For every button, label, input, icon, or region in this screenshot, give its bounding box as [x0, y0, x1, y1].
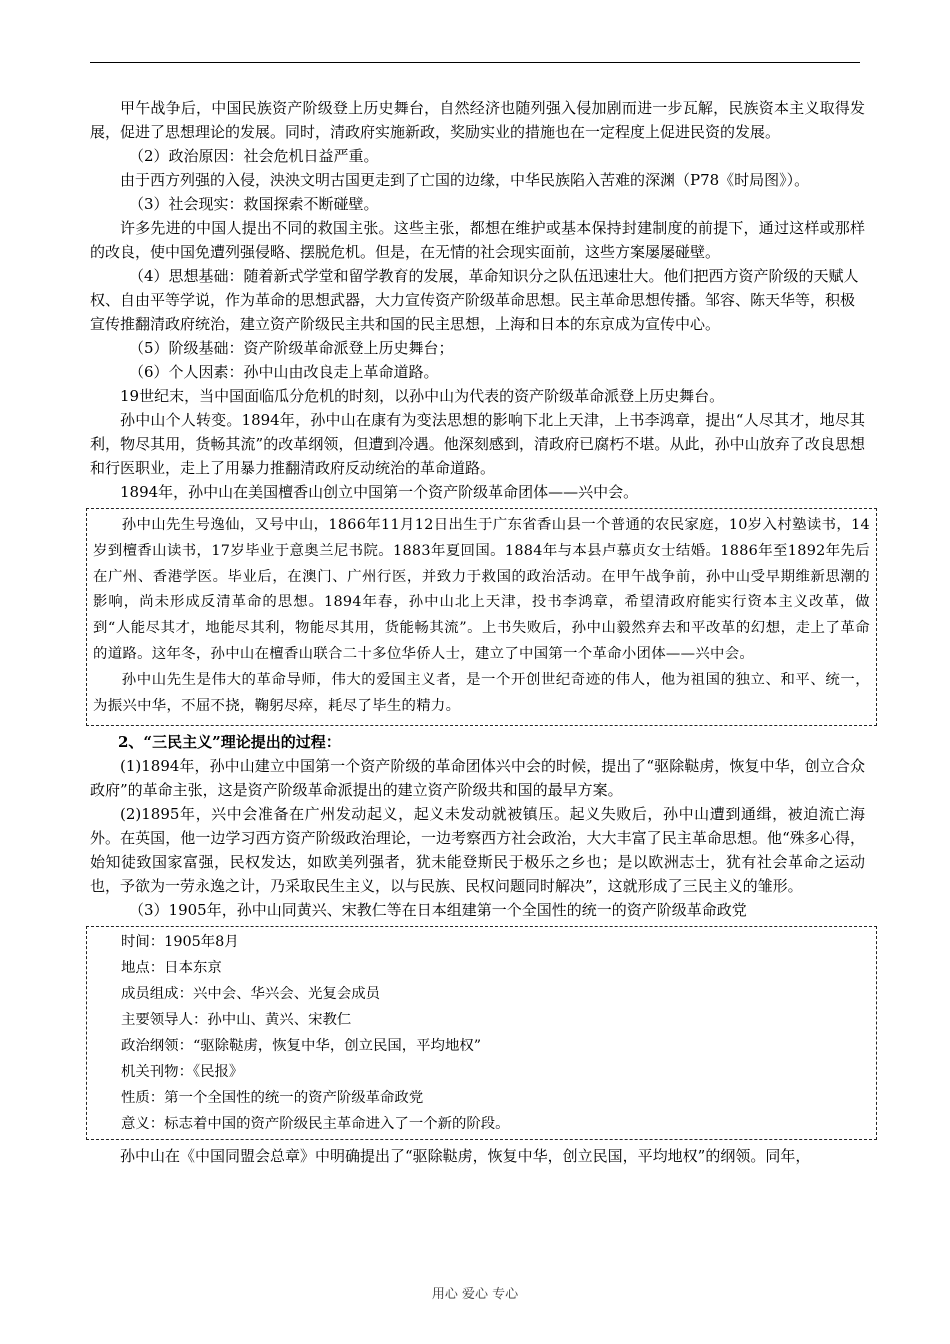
document-body	[90, 96, 870, 1168]
info-line: 性质：第一个全国性的统一的资产阶级革命政党	[121, 1090, 424, 1107]
paragraph: （6）个人因素：孙中山由改良走上革命道路。	[129, 363, 439, 381]
section-heading: 2、“三民主义”理论提出的过程：	[118, 733, 341, 752]
page-footer: 用心 爱心 专心	[431, 1287, 519, 1302]
info-line: 政治纲领：“驱除鞑虏，恢复中华，创立民国，平均地权”	[121, 1038, 482, 1055]
biography-box	[86, 508, 877, 726]
paragraph: 甲午战争后，中国民族资产阶级登上历史舞台，自然经济也随列强入侵加剧而进一步瓦解，民族资本主义取得发展，促进了思想理论的发展。同时，清政府实施新政，奖励实业的措施也在一定程度上促进民资的发展。	[90, 99, 865, 141]
info-line: 时间：1905年8月	[121, 934, 239, 951]
tongmenghui-info-box	[86, 926, 877, 1140]
info-line: 地点：日本东京	[121, 960, 222, 977]
paragraph: （3）1905年，孙中山同黄兴、宋教仁等在日本组建第一个全国性的统一的资产阶级革命政党	[129, 901, 747, 920]
paragraph: 19世纪末，当中国面临瓜分危机的时刻，以孙中山为代表的资产阶级革命派登上历史舞台。	[120, 387, 725, 405]
info-line: 主要领导人：孙中山、黄兴、宋教仁	[121, 1012, 352, 1029]
header-rule	[90, 62, 860, 63]
box-paragraph: 孙中山先生号逸仙，又号中山，1866年11月12日出生于广东省香山县一个普通的农民家庭，10岁入村塾读书，14岁到檀香山读书，17岁毕业于意奥兰尼书院。1883年夏回国。1884年与本县卢慕贞女士结婚。1886年至1892年先后在广州、香港学医。毕业后，在澳门、广州行医，并致力于救国的政治活动。在甲午战争前，孙中山受早期维新思潮的影响，尚未形成反清革命的思想。1894年春，孙中山北上天津，投书李鸿章，希望清政府能实行资本主义改革，做到“人能尽其才，地能尽其利，物能尽其用，货能畅其流”。上书失败后，孙中山毅然弃去和平改革的幻想，走上了革命的道路。这年冬，孙中山在檀香山联合二十多位华侨人士，建立了中国第一个革命小团体——兴中会。	[93, 517, 870, 662]
info-line: 机关刊物：《民报》	[121, 1064, 244, 1081]
info-line: 成员组成：兴中会、华兴会、光复会成员	[121, 986, 381, 1003]
paragraph: （3）社会现实：救国探索不断碰壁。	[129, 195, 379, 213]
paragraph: 1894年，孙中山在美国檀香山创立中国第一个资产阶级革命团体——兴中会。	[120, 483, 639, 501]
info-line: 意义：标志着中国的资产阶级民主革命进入了一个新的阶段。	[121, 1116, 510, 1133]
paragraph: (2)1895年，兴中会准备在广州发动起义，起义未发动就被镇压。起义失败后，孙中山遭到通缉，被迫流亡海外。在英国，他一边学习西方资产阶级政治理论，一边考察西方社会政治，大大丰富了民主革命思想。他“殊多心得，始知徒致国家富强，民权发达，如欧美列强者，犹未能登斯民于极乐之乡也；是以欧洲志士，犹有社会革命之运动也，予欲为一劳永逸之计，乃采取民生主义，以与民族、民权问题同时解决”，这就形成了三民主义的雏形。	[90, 805, 865, 896]
paragraph: 许多先进的中国人提出不同的救国主张。这些主张，都想在维护或基本保持封建制度的前提下，通过这样或那样的改良，使中国免遭列强侵略、摆脱危机。但是，在无情的社会现实面前，这些方案屡屡碰壁。	[90, 219, 865, 261]
paragraph: 孙中山个人转变。1894年，孙中山在康有为变法思想的影响下北上天津，上书李鸿章，提出“人尽其才，地尽其利，物尽其用，货畅其流”的改革纲领，但遭到冷遇。他深刻感到，清政府已腐朽不堪。从此，孙中山放弃了改良思想和行医职业，走上了用暴力推翻清政府反动统治的革命道路。	[90, 411, 865, 477]
paragraph: 孙中山在《中国同盟会总章》中明确提出了“驱除鞑虏，恢复中华，创立民国，平均地权”的纲领。同年，	[120, 1147, 811, 1166]
paragraph: （4）思想基础：随着新式学堂和留学教育的发展，革命知识分之队伍迅速壮大。他们把西方资产阶级的天赋人权、自由平等学说，作为革命的思想武器，大力宣传资产阶级革命思想。民主革命思想传播。邹容、陈天华等，积极宣传推翻清政府统治，建立资产阶级民主共和国的民主思想，上海和日本的东京成为宣传中心。	[90, 267, 859, 333]
paragraph: (1)1894年，孙中山建立中国第一个资产阶级的革命团体兴中会的时候，提出了“驱除鞑虏，恢复中华，创立合众政府”的革命主张，这是资产阶级革命派提出的建立资产阶级共和国的最早方案。	[90, 757, 865, 800]
paragraph: （2）政治原因：社会危机日益严重。	[129, 147, 379, 165]
paragraph: （5）阶级基础：资产阶级革命派登上历史舞台；	[129, 339, 454, 357]
box-paragraph: 孙中山先生是伟大的革命导师，伟大的爱国主义者，是一个开创世纪奇迹的伟人，他为祖国的独立、和平、统一，为振兴中华，不屈不挠，鞠躬尽瘁，耗尽了毕生的精力。	[93, 671, 870, 714]
paragraph: 由于西方列强的入侵，泱泱文明古国更走到了亡国的边缘，中华民族陷入苦难的深渊（P78《时局图》）。	[120, 171, 810, 189]
